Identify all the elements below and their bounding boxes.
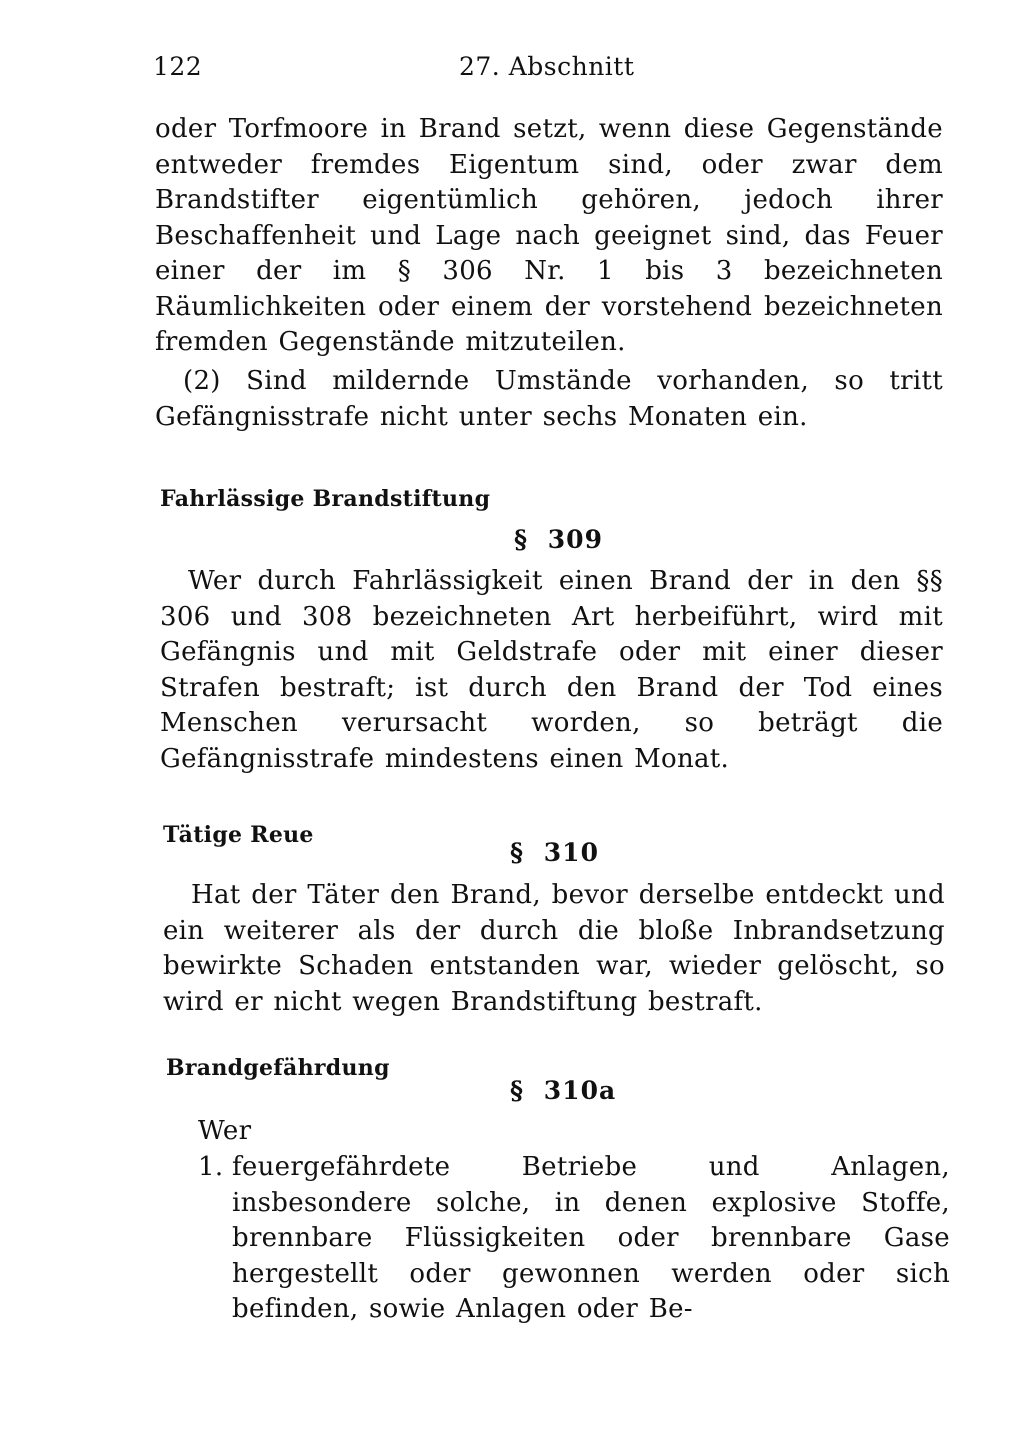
section-heading-brandgefaehrdung: Brandgefährdung	[166, 1055, 390, 1081]
continuation-paragraph: oder Torfmoore in Brand setzt, wenn diese Gegenstände entweder fremdes Eigentum sind, oder zwar dem Brandstifter eigentümlich gehören, jedoch ihrer Beschaffenheit und Lage nach geeignet sind, das Feuer einer der im § 306 Nr. 1 bis 3 bezeichneten Räumlichkeiten oder einem der vorstehend bezeichneten fremden Gegenstände mitzuteilen.	[155, 114, 943, 357]
list-item-text: feuergefährdete Betriebe und Anlagen, insbesondere solche, in denen explosive Stoffe, brennbare Flüssigkeiten oder brennbare Gase hergestellt oder gewonnen werden oder sich befinden, sowie Anlagen oder Be-	[232, 1152, 950, 1324]
list-item-number: 1.	[198, 1152, 224, 1182]
paragraph-number-310: § 310	[510, 838, 599, 867]
page-number: 122	[153, 52, 203, 81]
page-header	[153, 52, 943, 92]
list-item	[198, 1150, 950, 1324]
section-heading-fahrlaessige-brandstiftung: Fahrlässige Brandstiftung	[160, 486, 491, 512]
section-text-310: Hat der Täter den Brand, bevor derselbe entdeckt und ein weiterer als der durch die bloße Inbrandsetzung bewirkte Schaden entstanden war, wieder gelöscht, so wird er nicht wegen Brandstiftung bestraft.	[163, 880, 945, 1017]
running-head: 27. Abschnitt	[459, 52, 635, 81]
section-intro-310a: Wer	[198, 1116, 252, 1146]
section-text-309: Wer durch Fahrlässigkeit einen Brand der in den §§ 306 und 308 bezeichneten Art herbeiführt, wird mit Gefängnis und mit Geldstrafe oder mit einer dieser Strafen bestraft; ist durch den Brand der Tod eines Menschen verursacht worden, so beträgt die Gefängnisstrafe mindestens einen Monat.	[160, 566, 943, 774]
section-heading-taetige-reue: Tätige Reue	[163, 822, 314, 848]
continuation-paragraph-2: (2) Sind mildernde Umstände vorhanden, so tritt Gefängnisstrafe nicht unter sechs Monaten ein.	[155, 366, 943, 432]
paragraph-number-310a: § 310a	[510, 1076, 617, 1105]
paragraph-number-309: § 309	[514, 525, 603, 554]
